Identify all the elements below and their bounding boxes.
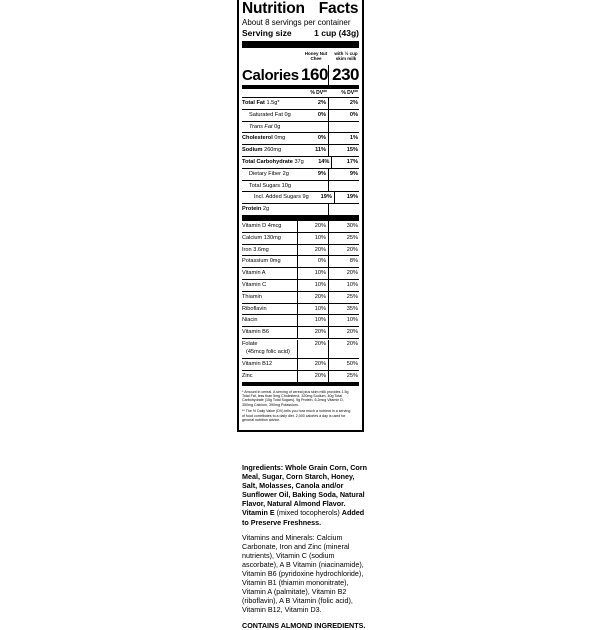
thick-divider — [242, 41, 359, 48]
calories-with-milk: 230 — [328, 65, 359, 85]
footnotes — [242, 386, 359, 423]
ingredients-section — [242, 463, 370, 630]
nutrient-row-total-sugars: Total Sugars 10g — [242, 180, 359, 192]
column-headers — [242, 48, 359, 61]
nutrient-row-saturated-fat: Saturated Fat 0g 0% 0% — [242, 109, 359, 121]
nutrition-facts-panel — [237, 0, 364, 432]
serving-size-value: 1 cup (43g) — [314, 28, 359, 38]
vitamin-row-vitamin-a: Vitamin A 10% 20% — [242, 267, 359, 279]
nutrient-row-cholesterol: Cholesterol 0mg 0% 1% — [242, 132, 359, 144]
allergen-statement: CONTAINS ALMOND INGREDIENTS. — [242, 620, 366, 630]
vitamin-row-vitamin-b6: Vitamin B6 20% 20% — [242, 326, 359, 338]
nutrient-row-trans-fat: Trans Fat 0g — [242, 121, 359, 133]
calories-label: Calories — [242, 67, 299, 84]
calories-row — [242, 61, 359, 85]
vitamin-row-potassium: Potassium 0mg 0% 8% — [242, 255, 359, 267]
calories-cereal: 160 — [301, 65, 328, 84]
vitamin-row-calcium: Calcium 130mg 10% 25% — [242, 232, 359, 244]
vitamin-row-iron: Iron 3.6mg 20% 20% — [242, 244, 359, 256]
vitamin-row-vitamin-c: Vitamin C 10% 10% — [242, 279, 359, 291]
vitamin-row-riboflavin: Riboflavin 10% 35% — [242, 303, 359, 315]
nutrient-row-total-carbohydrate: Total Carbohydrate 37g 14% 17% — [242, 156, 359, 168]
column2-header: with ½ cup skim milk — [334, 51, 358, 61]
column1-header: Honey Nut Chee — [304, 51, 328, 61]
nutrient-row-protein: Protein 2g — [242, 203, 359, 215]
vitamins-minerals-list: Vitamins and Minerals: Calcium Carbonate, Iron and Zinc (mineral nutrients), Vitamin C (sodium ascorbate), A B Vitamin (niacinamide), Vitamin B6 (pyridoxine hydrochloride), Vitamin B1 (thiamin mononitrate), Vitamin A (palmitate), Vitamin B2 (riboflavin), A B Vitamin (folic acid), Vitamin B12, Vitamin D3. — [242, 532, 364, 615]
servings-per-container: About 8 servings per container — [242, 18, 351, 27]
ingredients-list: Ingredients: Whole Grain Corn, Corn Meal, Sugar, Corn Starch, Honey, Salt, Molasses, Canola and/or Sunflower Oil, Baking Soda, Natural Flavor, Natural Almond Flavor. Vitamin E (mixed tocopherols) Added to Preserve Freshness. — [242, 463, 367, 527]
title-word-facts: Facts — [318, 0, 359, 17]
dv-header-1: % DV** — [310, 90, 327, 96]
dv-header-2: % DV** — [341, 90, 358, 96]
footnote-daily-value: ** The % Daily Value (DV) tells you how much a nutrient in a serving of food contributes to a daily diet. 2,000 calories a day is used for general nutrition advice. — [242, 409, 351, 422]
vitamin-row-vitamin-b12: Vitamin B12 20% 50% — [242, 358, 359, 370]
title-word-nutrition: Nutrition — [242, 0, 305, 17]
footnote-amount: * Amount in cereal. A serving of cereal plus skim milk provides 1.5g Total Fat, less than 5mg Cholesterol, 320mg Sodium, 40g Total Carbohydrate (15g Total Sugars), 9g Protein, 6.2mcg Vitamin D, 350mg Calcium, 390mg Potassium. — [242, 389, 349, 407]
dv-header-row — [242, 89, 359, 97]
nutrient-row-total-fat: Total Fat 1.5g* 2% 2% — [242, 97, 359, 109]
vitamin-row-vitamin-d: Vitamin D 4mcg 20% 30% — [242, 221, 359, 232]
vitamin-row-zinc: Zinc 20% 25% — [242, 370, 359, 382]
nutrient-row-added-sugars: Incl. Added Sugars 9g 19% 19% — [242, 191, 359, 203]
vitamin-row-thiamin: Thiamin 20% 25% — [242, 291, 359, 303]
vitamin-row-folate: Folate (45mcg folic acid) 20% 20% — [242, 338, 359, 358]
vitamin-row-niacin: Niacin 10% 10% — [242, 314, 359, 326]
serving-size-label: Serving size — [242, 28, 292, 38]
serving-size-row — [242, 28, 359, 38]
nutrition-facts-title — [242, 0, 359, 17]
nutrient-row-sodium: Sodium 260mg 11% 15% — [242, 144, 359, 156]
nutrient-row-dietary-fiber: Dietary Fiber 2g 9% 9% — [242, 168, 359, 180]
